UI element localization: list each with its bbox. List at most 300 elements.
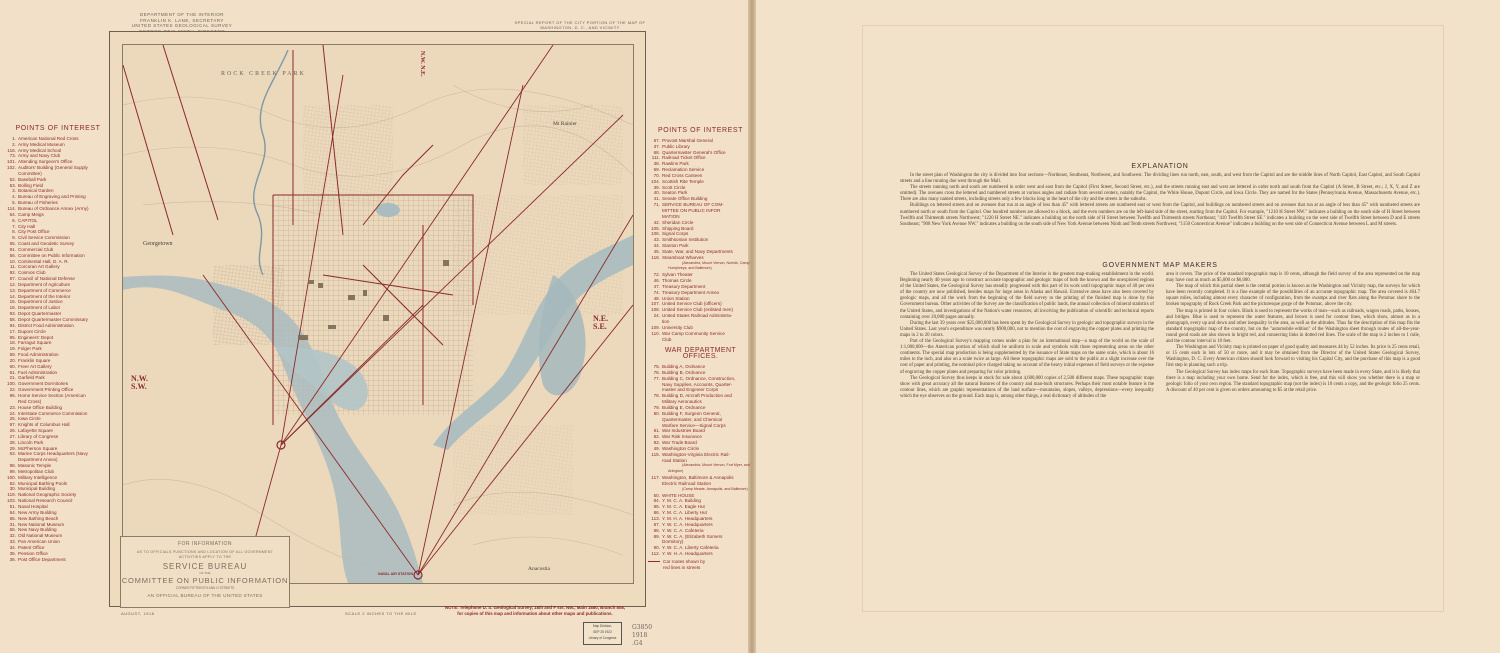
poi-label: SERVICE BUREAU OF COM-	[662, 202, 724, 208]
poi-number: 100.	[7, 381, 16, 387]
poi-label: CAPITOL	[18, 217, 38, 223]
info-of-the: OF THE	[199, 571, 211, 576]
poi-label: New National Museum	[18, 521, 65, 527]
poi-number: 31.	[9, 521, 16, 527]
info-subheading: AS TO OFFICIALS FUNCTIONS AND LOCATION OF ALL GOVERNMENT ACTIVITIES APPLY TO THE	[136, 550, 274, 559]
gmm-paragraph: The Washington and Vicinity map is printed on paper of good quality and measures 44 by 52 inches. Its price is 25 cents retail, or 15 cents each in lots of 50 or more, and it may be obtained from the Director of the United States Geological Survey, Washington, D. C. Every American citizen should look forward to visiting his Capital City, and the purchase of this map is a good first step in planning such a trip.	[1166, 345, 1420, 369]
map-frame	[109, 31, 646, 607]
map-canvas[interactable]	[122, 44, 634, 584]
poi-label: Naval Hospital	[18, 504, 48, 509]
label-mt-rainier: Mt Rainier	[553, 121, 577, 127]
poi-label: Cosmos Club	[18, 270, 46, 276]
poi-label: Treasury Department	[662, 283, 706, 289]
poi-label: Club	[662, 336, 672, 342]
poi-label: New Navy Building	[18, 527, 57, 533]
poi-number: 2.	[12, 141, 16, 147]
poi-number: 75.	[653, 364, 660, 370]
poi-label: Union Station	[662, 295, 690, 301]
poi-label: House Office Building	[18, 404, 63, 410]
poi-label: Baseball Park	[18, 176, 47, 182]
poi-label: Department of Commerce	[18, 287, 71, 293]
gmm-paragraph: Part of the Geological Survey's mapping comes under a plan for an international map—a map of the world on the scale of 1:1,000,000—the American portion of which shall be uniform in scale and symbols with those representing areas on the other continents. The special map production is being supplemented by the issuance of State maps on the same scale, which is about 16 miles to the inch, and also on a scale twice as large. All these topographic maps are sold to the public at a slight increase over the cost of paper and printing, the nominal price charged taking no account of the heavy initial expenses of field surveys or the expense of engraving the copper plates and preparing for color printing.	[900, 339, 1154, 375]
poi-number: 76.	[653, 369, 660, 375]
poi-number: 114.	[7, 205, 16, 211]
car-routes-legend	[648, 559, 753, 571]
poi-label: Franklin Square	[18, 357, 51, 363]
poi-number: 88.	[653, 527, 660, 533]
info-service-bureau: SERVICE BUREAU	[162, 562, 248, 572]
poi-label: Washington Circle	[662, 445, 700, 451]
poi-number: 39.	[653, 184, 660, 190]
poi-number: 86.	[653, 510, 660, 516]
poi-left-list	[4, 136, 112, 563]
poi-label: Military Intelligence	[18, 474, 58, 480]
poi-number: 118.	[651, 254, 660, 260]
poi-label: National Research Council	[18, 498, 73, 504]
poi-label: Municipal Bathing Pools	[18, 480, 68, 486]
poi-number: 102.	[7, 165, 16, 171]
poi-number: 43.	[653, 237, 660, 243]
poi-number: 109.	[651, 324, 660, 330]
poi-label: City Hall	[18, 223, 36, 229]
poi-label: Auditors' Building (General Supply	[18, 165, 88, 171]
poi-number: 72.	[653, 272, 660, 278]
poi-number: 25.	[9, 416, 16, 422]
poi-number: 35.	[9, 550, 16, 556]
label-naval-air-station: NAVAL AIR STATION	[378, 572, 414, 576]
poi-label: Army Medical Museum	[18, 141, 65, 147]
poi-number: 5.	[12, 200, 16, 206]
poi-label: Stanton Park	[662, 243, 689, 249]
poi-label: National Geographic Society	[18, 492, 77, 498]
poi-label: Committee)	[18, 170, 42, 176]
report-header	[500, 20, 660, 31]
poi-number: 69.	[653, 167, 660, 173]
poi-number: 111.	[651, 155, 660, 161]
poi-number: 10.	[9, 258, 16, 264]
poi-number: 59.	[9, 352, 16, 358]
poi-label: Botanical Garden	[18, 188, 54, 194]
poi-label: United Service Club (officers)	[662, 301, 722, 307]
poi-number: 40.	[653, 190, 660, 196]
poi-item	[648, 551, 753, 557]
poi-number: 20.	[9, 357, 16, 363]
poi-number: 78.	[653, 393, 660, 399]
explanation-paragraph: In the street plan of Washington the city is divided into four sections—Northeast, Southeast, Northwest, and Southwest. The dividing lines run north, east, south, and west from the Capitol and are the middle lines of North Capitol, East Capitol, and South Capitol streets and a line running due west through the Mall.	[900, 173, 1420, 185]
poi-number: 84.	[653, 498, 660, 504]
poi-label: Scott Circle	[662, 184, 686, 190]
explanation-title: EXPLANATION	[1131, 163, 1189, 170]
poi-number: 62.	[9, 480, 16, 486]
poi-label: Bolling Field	[18, 182, 44, 188]
poi-label: Railroad Ticket Office	[662, 155, 706, 161]
red-line-legend-icon	[648, 561, 660, 562]
poi-label: Y. M. C. A. Liberty Hut	[662, 510, 707, 516]
poi-number: 66.	[9, 527, 16, 533]
poi-number: 17.	[9, 328, 16, 334]
poi-label: Army and Navy Club	[18, 153, 61, 159]
poi-label: New Army Building	[18, 509, 57, 515]
poi-number: 28.	[9, 439, 16, 445]
poi-label: Knights of Columbus Hall	[18, 422, 70, 428]
service-bureau-info-box	[120, 536, 290, 608]
poi-label: Depot Quartermaster	[18, 311, 62, 317]
poi-number: 73.	[9, 153, 16, 159]
poi-label: Red Cross Canteen	[662, 172, 703, 178]
poi-number: 19.	[9, 346, 16, 352]
poi-label: Library of Congress	[18, 433, 59, 439]
header-survey: UNITED STATES GEOLOGICAL SURVEY	[131, 23, 233, 29]
poi-number: 112.	[651, 551, 660, 557]
poi-number: 104.	[651, 178, 660, 184]
poi-number: 27.	[9, 433, 16, 439]
poi-label: Masonic Temple	[18, 463, 52, 469]
poi-label: Bureau of Fisheries	[18, 200, 58, 206]
poi-number: 74.	[653, 289, 660, 295]
poi-label: Pension Office	[18, 550, 48, 556]
poi-label: Lincoln Park	[18, 439, 44, 445]
poi-number: 64.	[9, 509, 16, 515]
poi-label: American National Red Cross	[18, 135, 79, 141]
poi-label: Post Office Department	[18, 556, 66, 562]
poi-number: 87.	[653, 521, 660, 527]
poi-number: 101.	[7, 159, 16, 165]
poi-number: 29.	[9, 445, 16, 451]
war-department-title: WAR DEPARTMENT OFFICES.	[664, 347, 737, 361]
label-rock-creek: ROCK CREEK PARK	[221, 71, 306, 77]
poi-number: 91.	[9, 246, 16, 252]
poi-label: Fuel Administration	[18, 369, 58, 375]
poi-label: tion	[662, 319, 670, 324]
poi-number: 70.	[653, 172, 660, 178]
poi-number: 108.	[651, 307, 660, 313]
poi-label: Food Administration	[18, 352, 59, 358]
poi-number: 107.	[651, 301, 660, 307]
info-address: CORNER FIFTEENTH AND G STREETS	[175, 586, 235, 591]
poi-right-list	[648, 138, 753, 343]
poi-label: City Post Office	[18, 229, 50, 235]
poi-label: road Station	[662, 457, 687, 463]
poi-label: Folger Park	[18, 346, 42, 352]
poi-number: 113.	[651, 516, 660, 521]
poi-number: 80.	[653, 410, 660, 416]
poi-label: Y. W. C. A. Liberty Cafeteria	[662, 545, 719, 551]
poi-label: Iowa Circle	[18, 416, 41, 422]
poi-label: Engineers' Depot	[18, 334, 54, 340]
poi-number: 14.	[9, 293, 16, 299]
poi-number: 105.	[651, 225, 660, 231]
call-number-3: .G4	[632, 640, 643, 647]
library-stamp	[583, 622, 622, 645]
poi-number: 9.	[12, 235, 16, 241]
poi-number: 95.	[9, 334, 16, 340]
poi-label: Smithsonian Institution	[662, 237, 709, 243]
poi-label: University Club	[662, 324, 693, 330]
poi-label: (Alexandria, Mount Vernon, Norfolk, Camp Humphreys, and Baltimore)	[668, 260, 750, 271]
poi-label: Freer Art Gallery	[18, 363, 52, 369]
legend-text-2: red lines in streets	[663, 564, 701, 570]
poi-label: Old National Museum	[18, 533, 63, 539]
compass-top: N.W. N.E.	[419, 51, 425, 77]
poi-number: 42.	[653, 219, 660, 225]
poi-label: Y. W. C. A. Cafeteria	[662, 527, 704, 533]
government-map-makers-section	[900, 262, 1420, 400]
poi-number: 96.	[9, 392, 16, 398]
poi-number: 22.	[9, 387, 16, 393]
poi-label: Y. W. H. A. Headquarters	[662, 551, 713, 557]
poi-label: Metropolitan Club	[18, 468, 55, 474]
gmm-column-2	[1166, 272, 1420, 400]
gmm-paragraph: The map is printed in four colors. Black is used to represent the works of man—such as railroads, wagon roads, paths, houses, and bridges. Blue is used to represent the water features, and brown is used for contour lines, which show, almost as in a photograph, every up and down and other inequality in the area, as well as the altitudes. Thus far the description of this map fits the standard topographic map of the country, but on the "automobile edition" of the Washington sheet through routes of all-the-year-round good roads are also shown in bright red, and connecting links in dotted red lines. The scale of the map is 2 inches to 1 mile, and the contour interval is 10 feet.	[1166, 308, 1420, 345]
poi-label: Sylvan Theater	[662, 272, 693, 278]
poi-label: Government Dormitories	[18, 381, 69, 387]
info-committee: COMMITTEE ON PUBLIC INFORMATION	[121, 576, 289, 586]
poi-number: 90.	[653, 545, 660, 551]
poi-number: 3.	[12, 188, 16, 194]
map-graphic	[121, 45, 633, 586]
header-secretary: FRANKLIN K. LANE, SECRETARY	[140, 17, 224, 23]
map-scale: SCALE 2 INCHES TO THE MILE	[345, 611, 417, 616]
poi-label: Warfare Service—Signal Corps	[662, 422, 726, 428]
info-official-bureau: AN OFFICIAL BUREAU OF THE UNITED STATES	[147, 593, 263, 599]
poi-label: Pan American Union	[18, 539, 60, 545]
poi-label: Red Cross)	[18, 398, 42, 404]
poi-number: 97.	[9, 422, 16, 428]
poi-label: Commercial Club	[18, 246, 54, 252]
poi-label: Marine Corps Headquarters (Navy	[18, 451, 88, 457]
poi-number: 50.	[653, 492, 660, 498]
poi-number: 117.	[651, 475, 660, 481]
poi-label: Electric Railroad Station	[662, 480, 712, 486]
poi-number: 7.	[12, 223, 16, 229]
poi-number: 60.	[9, 363, 16, 369]
poi-number: 77.	[653, 375, 660, 381]
poi-label: District Food Administration	[18, 322, 74, 328]
poi-label: War Industries Board	[662, 428, 705, 434]
poi-number: 24.	[9, 410, 16, 416]
poi-label: Coast and Geodetic Survey	[18, 241, 75, 247]
poi-label: Y. W. C. A. (Elizabeth Somers	[662, 533, 723, 539]
poi-label: Department of Agriculture	[18, 281, 71, 287]
poi-number: 12.	[9, 281, 16, 287]
poi-label: Municipal Building	[18, 486, 56, 492]
poi-number: 58.	[9, 317, 16, 322]
poi-number: 98.	[9, 463, 16, 469]
poi-label: Provost Marshal General	[662, 137, 713, 143]
note-line-2: for copies of this map and information about other maps and publications.	[457, 610, 613, 616]
poi-label: United States Railroad Administra-	[662, 313, 733, 319]
map-date: AUGUST, 1918	[121, 611, 155, 616]
poi-number: 4.	[12, 194, 16, 200]
poi-label: Department Annex)	[18, 457, 58, 463]
points-of-interest-right	[648, 128, 753, 571]
poi-number: 100.	[7, 474, 16, 480]
poi-label: War Trade Board	[662, 440, 697, 446]
poi-item	[648, 337, 753, 343]
poi-label: Building C, Ordnance, Construction,	[662, 375, 736, 381]
poi-number: 51.	[9, 504, 16, 509]
poi-label: Rawlins Park	[662, 161, 689, 167]
poi-label: WHITE HOUSE	[662, 492, 695, 498]
poi-label: Senate Office Building	[662, 196, 708, 202]
poi-number: 1.	[12, 135, 16, 141]
label-georgetown: Georgetown	[143, 241, 173, 247]
telephone-note	[430, 605, 640, 616]
compass-ne-se: N.E. S.E.	[593, 314, 609, 331]
label-anacostia: Anacostia	[528, 566, 550, 572]
poi-label: Seaton Park	[662, 190, 688, 196]
poi-number: 44.	[653, 243, 660, 249]
poi-label: MITTEE ON PUBLIC INFOR	[662, 207, 721, 213]
compass-nw-sw: N.W. S.W.	[131, 374, 149, 391]
poi-label: Building F, Surgeon General,	[662, 410, 721, 416]
poi-label: Washington, Baltimore & Annapolis	[662, 475, 734, 481]
poi-label: master and Engineer Corps	[662, 387, 719, 393]
poi-label: Y. M. C. A. Building	[662, 498, 701, 504]
poi-number: 94.	[9, 322, 16, 328]
stamp-line-3: Library of Congress	[588, 636, 617, 640]
poi-number: 47.	[653, 283, 660, 289]
poi-label: Navy Supplies, Accounts, Quarter-	[662, 381, 733, 387]
poi-number: 55.	[9, 241, 16, 247]
stamp-line-2: SEP 25 1922	[593, 630, 612, 634]
points-of-interest-left	[4, 126, 112, 562]
poi-number: 37.	[653, 143, 660, 149]
poi-number: 81.	[653, 428, 660, 434]
poi-number: 53.	[9, 182, 16, 188]
poi-number: 67.	[653, 137, 660, 143]
poi-number: 41.	[653, 196, 660, 202]
poi-label: Camp Meigs	[18, 211, 44, 217]
poi-label: Y. M. H. A. Headquarters	[662, 516, 713, 521]
gmm-paragraph: The Geological Survey thus keeps in stock for sale about 4,600,000 copies of 2,500 different maps. These topographic maps show with great accuracy all the natural features of the country and man-built structures. Perhaps their most notable feature is the contour lines, which are graphic representations of the land surface—mountains, slopes, valleys, depressions—every inequality which the eye observes on the ground. Each map is, among other things, a real dictionary of altitudes of the	[900, 375, 1154, 399]
poi-number: 79.	[653, 404, 660, 410]
gmm-paragraph: The Geological Survey has index maps for each State. Topographic surveys have been made in every State, and it is likely that there is a map including your own home. Send for the index, which is free, and this will show you whether there is a map or geologic folio of your own region. The standard topographic map (not the index) is 10 cents a copy, and the geologic folio 25 cents. A discount of 40 per cent is given on orders amounting to $5 at the retail price.	[1166, 369, 1420, 393]
poi-label: Scottish Rite Temple	[662, 178, 704, 184]
call-number-2: 1918	[632, 632, 648, 639]
legend-text-1: Car routes shown by	[663, 558, 706, 564]
poi-number: 15.	[9, 299, 16, 305]
info-heading: FOR INFORMATION	[177, 541, 233, 547]
poi-number: 85.	[653, 504, 660, 510]
report-header-line2: WASHINGTON, D. C., AND VICINITY	[540, 25, 620, 31]
poi-label: Home Service Section (American	[18, 392, 86, 398]
explanation-paragraph: The streets running north and south are numbered in order west and east from the Capitol (First Street, Second Street, etc.), and the streets running east and west are lettered in order north and south from the Capitol (A Street, B Street, etc.; J, X, Y, and Z are omitted). The avenues cross the lettered and numbered streets at various angles and radiate from several centers, notably the Capitol, the White House, Dupont Circle, and Iowa Circle. They are named for the States (Pennsylvania Avenue, Massachusetts Avenue, etc.). There are also many named streets, including streets only a few blocks long in the heart of the city and the streets in the suburbs.	[900, 185, 1420, 203]
poi-label: Department of Labor	[18, 305, 61, 311]
header-department: DEPARTMENT OF THE INTERIOR	[140, 12, 224, 17]
poi-number: 82.	[653, 434, 660, 440]
poi-label: Treasury Department Annex	[662, 289, 720, 295]
poi-label: Steamboat Wharves	[662, 254, 704, 260]
poi-label: Military Aeronautics	[662, 399, 702, 405]
poi-number: 63.	[9, 451, 16, 457]
poi-label: Lafayette Square	[18, 428, 53, 434]
poi-number: 11.	[9, 264, 16, 270]
poi-number: 13.	[9, 287, 16, 293]
poi-number: 57.	[9, 276, 16, 282]
poi-right-title: POINTS OF INTEREST	[657, 127, 744, 134]
gmm-paragraph: The United States Geological Survey of the Department of the Interior is the greatest map-making establishment in the world. Beginning nearly 40 years ago to construct accurate topographic and geologic maps of both the known and the unexplored regions of the United States, the Geological Survey has steadily progressed with this part of its work until topographic maps of 40 per cent of the country are now published, besides maps for large areas in Alaska and Hawaii. Extensive areas have also been covered by geologic maps, and all the work from the beginning of the field survey to the printing of the finished map is done by this Government bureau. Other activities of the Survey are the classification of public lands, the annual collection of mineral statistics of the United States, and investigations of the Nation's water resources; all involving the publication of scientific and technical reports containing over 20,000 pages annually.	[900, 272, 1154, 320]
poi-label: Interstate Commerce Commission	[18, 410, 88, 416]
explanation-paragraph: Buildings on lettered streets and on avenues that run at an angle of less than 45° with lettered streets are numbered east or west from the Capitol, and buildings on numbered streets and on avenues that run at an angle of less than 45° with numbered streets are numbered north or south from the Capitol. One hundred numbers are allowed to a block, and the even numbers are on the left-hand side of the street, starting from the Capitol. For example, "1210 H Street NW." indicates a building on the south side of H Street between Twelfth and Thirteenth streets Northwest; "1220 H Street NE." indicates a building on the north side of H Street between Twelfth and Thirteenth streets Northeast; "410 Twelfth Street SE." indicates a building on the west side of Twelfth Street between D and E streets Southeast; "908 New York Avenue NW." indicates a building on the south side of New York Avenue between Ninth and Tenth streets Northwest; "1150 Connecticut Avenue" indicates a building on the west side of Connecticut Avenue between L and M streets.	[900, 203, 1420, 227]
poi-number: 21.	[9, 375, 16, 381]
poi-label: Building A, Ordnance	[662, 364, 706, 370]
poi-label: Continental Hall, D. A. R.	[18, 258, 69, 264]
poi-number: 18.	[9, 340, 16, 346]
explanation-section	[900, 163, 1420, 228]
poi-label: Y. M. C. A. Eagle Hut	[662, 504, 705, 510]
poi-label: Attending Surgeon's Office	[18, 159, 73, 165]
gmm-paragraph: During the last 39 years over $25,000,000 has been spent by the Geological Survey in geologic and topographic surveys in the United States. Last year's expenditure was nearly $900,000, not to mention the cost of engraving the copper plates and printing the maps in 2 to 20 colors.	[900, 320, 1154, 338]
poi-label: Sheridan Circle	[662, 219, 694, 225]
poi-label: Dupont Circle	[18, 328, 46, 334]
poi-label: Council of National Defense	[18, 276, 75, 282]
poi-number: 33.	[9, 539, 16, 545]
poi-label: Army Medical School	[18, 147, 62, 153]
poi-label: Reclamation Service	[662, 167, 705, 173]
poi-number: 45.	[653, 248, 660, 254]
poi-label: (Alexandria, Mount Vernon, Fort Myer, and Arlington)	[668, 463, 750, 474]
poi-number: 61.	[9, 369, 16, 375]
poi-number: 99.	[9, 468, 16, 474]
poi-number: 32.	[9, 533, 16, 539]
poi-number: 49.	[653, 445, 660, 451]
gmm-paragraph: area it covers. The price of the standard topographic map is 10 cents, although the field survey of the area represented on the map may have cost as much as $5,000 or $6,000.	[1166, 272, 1420, 284]
poi-label: Government Printing Office	[18, 387, 74, 393]
poi-label: Civil Service Commission	[18, 235, 70, 241]
poi-number: 54.	[9, 211, 16, 217]
poi-label: Patent Office	[18, 544, 45, 550]
poi-label: Washington-Virginia Electric Rail-	[662, 451, 730, 457]
poi-label: Garfield Park	[18, 375, 45, 381]
gmm-paragraph: The map of which this partial sheet is the central portion is known as the Washington and Vicinity map, the surveys for which have been recently completed. It is a fine example of the possibilities of an accurate topographic map. The area covered is 464.7 square miles, including almost every character of configuration, from the swamps and river flats along the Potomac shore to the broken topography of Rock Creek Park and the picturesque gorge of the Potomac, above the city.	[1166, 284, 1420, 308]
poi-label: Quartermaster, and Chemical	[662, 416, 722, 422]
poi-number: 93.	[9, 311, 16, 317]
poi-label: Building D, Aircraft Production and	[662, 393, 732, 399]
poi-label: Y. W. C. A. Headquarters	[662, 521, 713, 527]
poi-label: United Service Club (enlisted men)	[662, 307, 733, 313]
poi-number: 71.	[653, 202, 660, 208]
poi-number: 48.	[653, 295, 660, 301]
poi-number: 52.	[9, 176, 16, 182]
poi-label: Corcoran Art Gallery	[18, 264, 60, 270]
poi-label: (Camp Meade, Annapolis, and Baltimore)	[682, 486, 748, 491]
poi-left-title: POINTS OF INTEREST	[15, 125, 101, 132]
poi-number: 116.	[7, 147, 16, 153]
poi-number: 115.	[651, 451, 660, 457]
poi-label: Bureau of Engraving and Printing	[18, 194, 86, 200]
poi-number: 68.	[653, 149, 660, 155]
poi-label: Signal Corps	[662, 231, 689, 237]
poi-number: 103.	[7, 498, 16, 504]
poi-label: War Camp Community Service	[662, 330, 725, 336]
poi-label: McPherson Square	[18, 445, 58, 451]
poi-item	[4, 557, 112, 563]
poi-number: 30.	[9, 486, 16, 492]
poi-item	[648, 463, 753, 475]
poi-number: 24.	[653, 313, 660, 319]
poi-label: Committee on Public Information	[18, 252, 85, 258]
poi-label: Department of the Interior	[18, 293, 71, 299]
poi-label: Quartermaster General's Office	[662, 149, 726, 155]
poi-number: 56.	[9, 252, 16, 258]
poi-number: 26.	[9, 428, 16, 434]
stamp-line-1: Map Division,	[592, 624, 613, 628]
poi-label: Thomas Circle	[662, 278, 692, 284]
poi-number: 36.	[9, 556, 16, 562]
poi-number: 38.	[653, 161, 660, 167]
call-number	[632, 624, 652, 648]
